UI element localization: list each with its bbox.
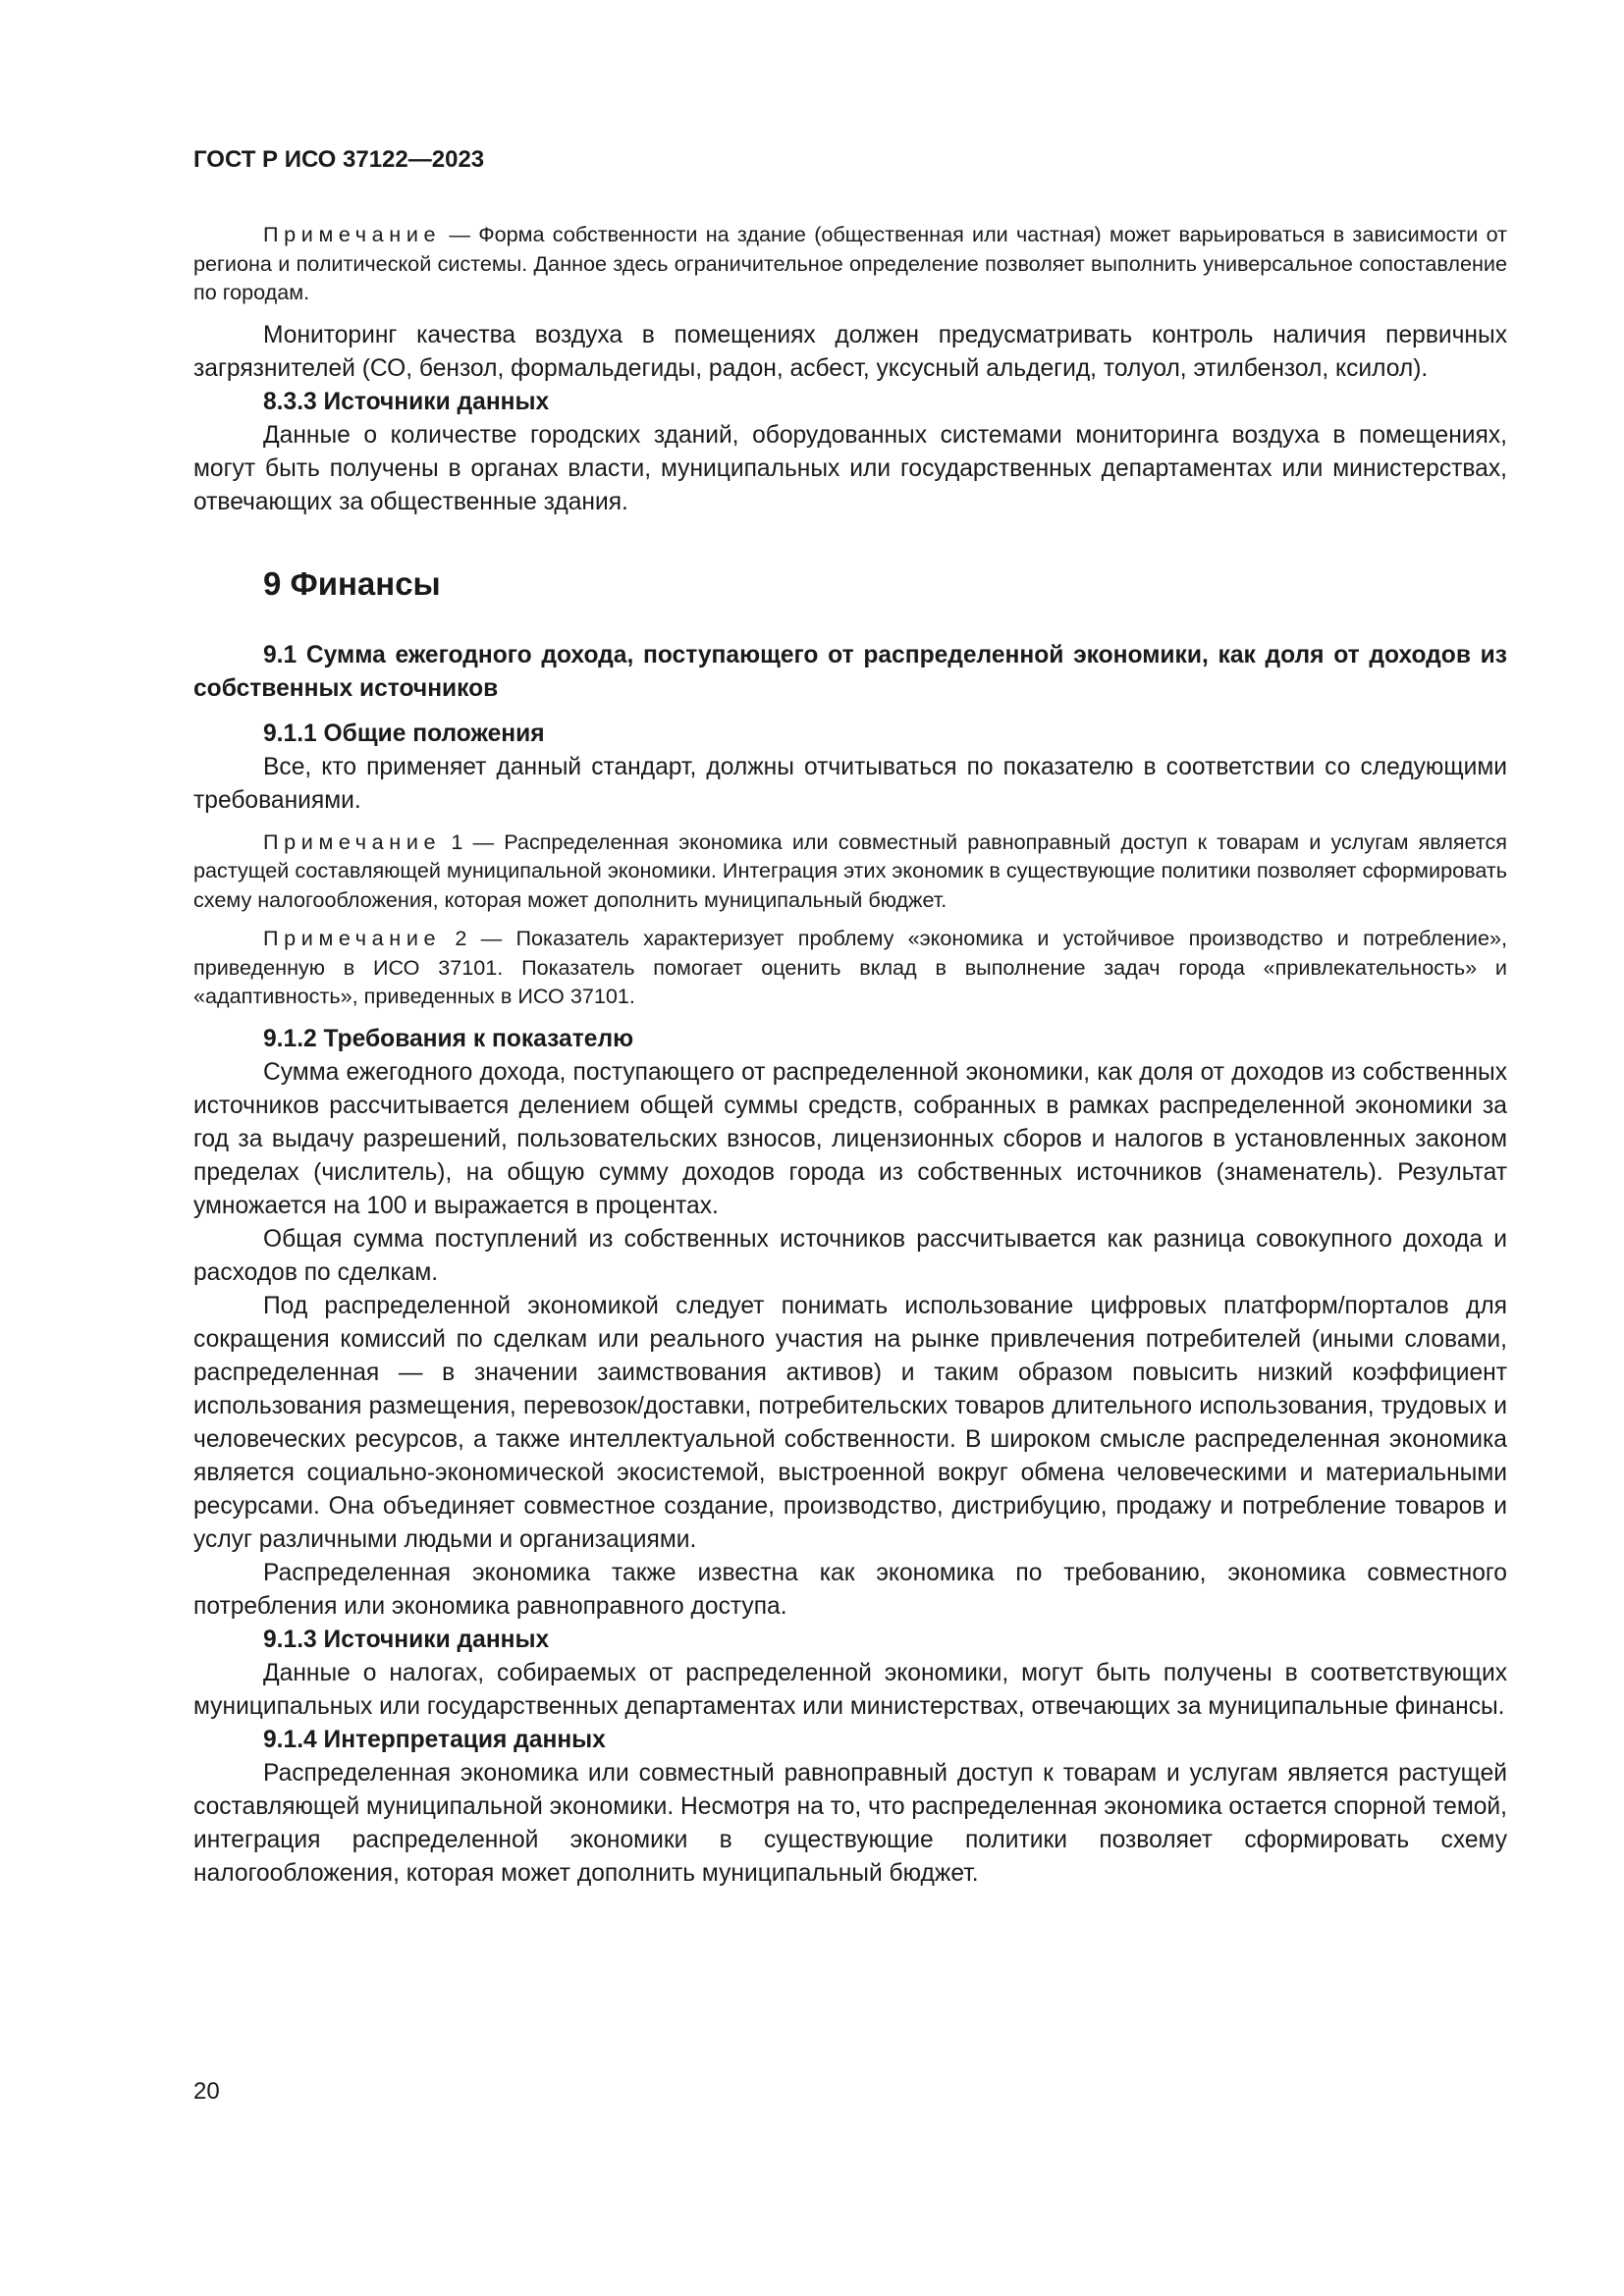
note-1: [193, 828, 1507, 915]
paragraph-9-1-1: Все, кто применяет данный стандарт, должны отчитываться по показателю в соответствии со следующими требованиями.: [193, 753, 1507, 814]
page-number: 20: [193, 2078, 220, 2105]
paragraph-8-3-3: Данные о количестве городских зданий, оборудованных системами мониторинга воздуха в помещениях, могут быть получены в органах власти, муниципальных или государственных департаментах или министерствах, отвечающих за общественные здания.: [193, 421, 1507, 515]
note-2: [193, 924, 1507, 1011]
paragraph-9-1-2-definition: Под распределенной экономикой следует понимать использование цифровых платформ/порталов для сокращения комиссий по сделкам или реального участия на рынке привлечения потребителей (иными словами, распределенная — в значении заимствования активов) и таким образом повысить низкий коэффициент использования размещения, перевозок/доставки, потребительских товаров длительного использования, трудовых и человеческих ресурсов, а также интеллектуальной собственности. В широком смысле распределенная экономика является социально-экономической экосистемой, выстроенной вокруг обмена человеческими и материальными ресурсами. Она объединяет совместное создание, производство, дистрибуцию, продажу и потребление товаров и услуг различными людьми и организациями.: [193, 1292, 1507, 1553]
section-heading-9: 9 Финансы: [263, 564, 441, 602]
document-id-header: ГОСТ Р ИСО 37122—2023: [193, 146, 485, 173]
note-text: — Форма собственности на здание (общественная или частная) может варьироваться в зависимости от региона и политической системы. Данное здесь ограничительное определение позволяет выполнить универсальное сопоставление по городам.: [193, 222, 1507, 304]
paragraph-air-monitoring: Мониторинг качества воздуха в помещениях должен предусматривать контроль наличия первичных загрязнителей (СО, бензол, формальдегиды, радон, асбест, уксусный альдегид, толуол, этилбензол, ксилол).: [193, 321, 1507, 382]
note-label: Примечание: [263, 828, 442, 854]
paragraph-9-1-2-revenue: Общая сумма поступлений из собственных источников рассчитывается как разница совокупного дохода и расходов по сделкам.: [193, 1225, 1507, 1286]
subheading-9-1-4: 9.1.4 Интерпретация данных: [263, 1726, 606, 1753]
paragraph-9-1-4: Распределенная экономика или совместный равноправный доступ к товарам и услугам является растущей составляющей муниципальной экономики. Несмотря на то, что распределенная экономика остается спорной темой, интеграция распределенной экономики в существующие политики позволяет сформировать схему налогообложения, которая может дополнить муниципальный бюджет.: [193, 1759, 1507, 1887]
note-label: Примечание: [263, 926, 442, 950]
note-label: Примечание: [263, 222, 442, 246]
paragraph-9-1-3: Данные о налогах, собираемых от распределенной экономики, могут быть получены в соответствующих муниципальных или государственных департаментах или министерствах, отвечающих за муниципальные финансы.: [193, 1659, 1507, 1720]
subheading-8-3-3: 8.3.3 Источники данных: [263, 388, 550, 415]
note-text: 1 — Распределенная экономика или совместный равноправный доступ к товарам и услугам является растущей составляющей муниципальной экономики. Интеграция этих экономик в существующие политики позволяет сформировать схему налогообложения, которая может дополнить муниципальный бюджет.: [193, 828, 1507, 912]
note-text: 2 — Показатель характеризует проблему «экономика и устойчивое производство и потребление», приведенную в ИСО 37101. Показатель помогает оценить вклад в выполнение задач города «привлекательность» и «адаптивность», приведенных в ИСО 37101.: [193, 926, 1507, 1008]
clause-heading-9-1: 9.1 Сумма ежегодного дохода, поступающего от распределенной экономики, как доля от доходов из собственных источников: [193, 641, 1507, 702]
paragraph-9-1-2-aliases: Распределенная экономика также известна как экономика по требованию, экономика совместного потребления или экономика равноправного доступа.: [193, 1559, 1507, 1620]
document-page: [193, 145, 1507, 1891]
note-8-3: [193, 220, 1507, 307]
subheading-9-1-2: 9.1.2 Требования к показателю: [263, 1025, 634, 1052]
paragraph-9-1-2-formula: Сумма ежегодного дохода, поступающего от распределенной экономики, как доля от доходов из собственных источников рассчитывается делением общей суммы средств, собранных в рамках распределенной экономики за год за выдачу разрешений, пользовательских взносов, лицензионных сборов и налогов в установленных законом пределах (числитель), на общую сумму доходов города из собственных источников (знаменатель). Результат умножается на 100 и выражается в процентах.: [193, 1058, 1507, 1219]
subheading-9-1-3: 9.1.3 Источники данных: [263, 1626, 550, 1653]
subheading-9-1-1: 9.1.1 Общие положения: [263, 720, 545, 747]
